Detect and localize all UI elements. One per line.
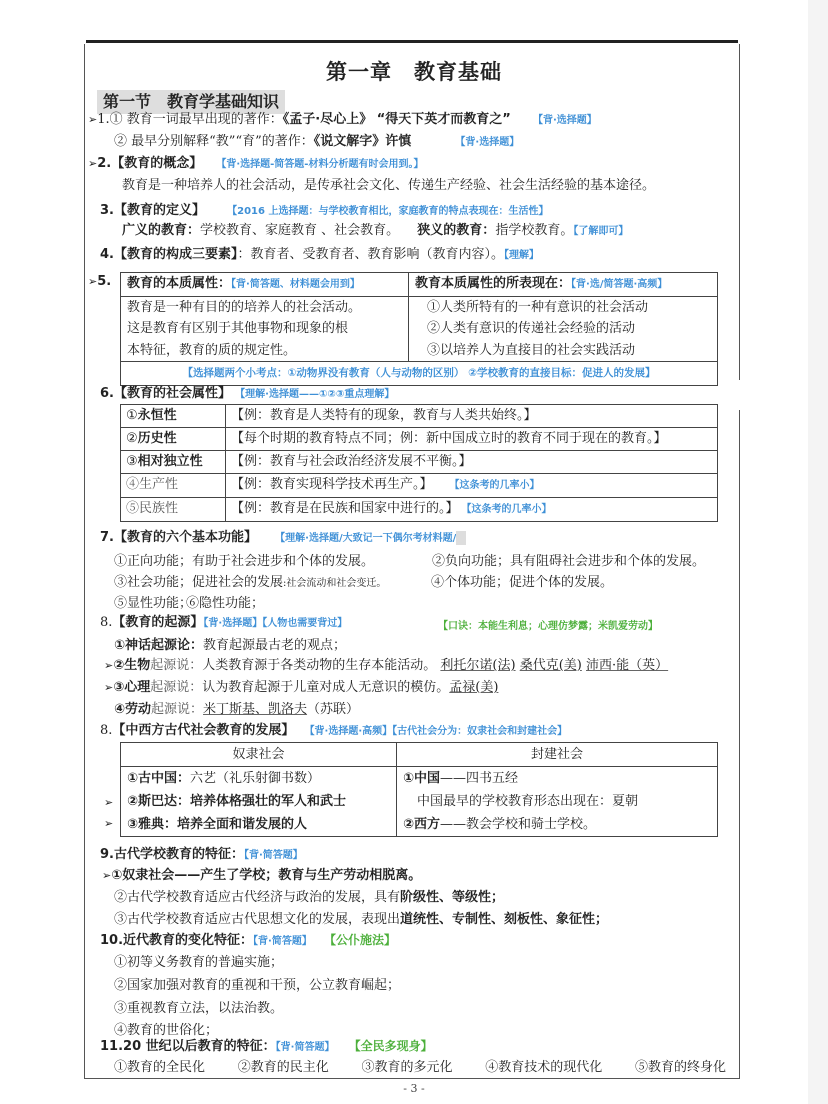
item-11-heading: 11.20 世纪以后教育的特征：【背·简答题】 【全民多现身】 (100, 1039, 433, 1054)
ancient-feature-2: ②古代学校教育适应古代经济与政治的发展，具有阶级性、等级性； (114, 890, 505, 905)
social-attributes-table (120, 404, 718, 522)
exam-tag: 【了解即可】 (573, 226, 629, 237)
section-title: 第一节 教育学基础知识 (97, 90, 285, 114)
origin-4: ④劳动起源说：米丁斯基、凯洛夫（苏联） (114, 702, 360, 717)
item-2-heading: ➢2.【教育的概念】 【背·选择题-简答题-材料分析题有时会用到。】 (88, 156, 424, 171)
mnemonic: 【全民多现身】 (348, 1039, 433, 1053)
origin-1: ①神话起源论：教育起源最古老的观点； (114, 638, 347, 653)
origin-3: ➢③心理起源说：认为教育起源于儿童对成人无意识的模仿。孟禄(美) (104, 680, 499, 695)
mnemonic: 【公仆施法】 (323, 933, 396, 947)
function-3: ③社会功能；促进社会的发展:社会流动和社会变迁。 (114, 575, 387, 590)
item-1b: ② 最早分别解释“教”“育”的著作：《说文解字》许慎 【背·选择题】 (114, 134, 520, 149)
table-row: ②历史性 【每个时期的教育特点不同；例：新中国成立时的教育不同于现在的教育。】 (121, 428, 718, 451)
exam-tag: 【理解·选择题/大致记一下偶尔考材料题/ (275, 533, 457, 544)
page-number: - 3 - (403, 1082, 425, 1095)
exam-tag: 【背·简答题】 (243, 850, 303, 861)
essence-manifestations: ①人类所特有的一种有意识的社会活动 ②人类有意识的传递社会经验的活动 ③以培养人为直接目的社会实践活动 (409, 296, 718, 362)
item-3-heading: 3.【教育的定义】 【2016 上选择题：与学校教育相比，家庭教育的特点表现在：生活性】 (100, 203, 549, 218)
ancient-feature-1: ➢①奴隶社会——产生了学校；教育与生产劳动相脱离。 (102, 868, 422, 883)
arrow-marker-icon: ➢ (104, 659, 114, 672)
image-fragment (456, 531, 466, 545)
item-3-body: 广义的教育：学校教育、家庭教育 、社会教育。 狭义的教育：指学校教育。【了解即可】 (122, 223, 629, 238)
exam-tag: 【背·选择题·高频】【古代社会分为：奴隶社会和封建社会】 (304, 726, 568, 737)
item-9-heading: 9.古代学校教育的特征：【背·简答题】 (100, 847, 303, 862)
function-5: ⑤显性功能； (114, 596, 193, 611)
table-row: ⑤民族性 【例：教育是在民族和国家中进行的。】 【这条考的几率小】 (121, 498, 718, 522)
chapter-title: 第一章 教育基础 (326, 60, 502, 84)
viewer-margin (808, 0, 828, 1104)
function-4: ④个体功能；促进个体的发展。 (431, 575, 614, 590)
mnemonic: 【口诀：本能生利息；心理仿梦露；米凯爱劳动】 (438, 621, 658, 632)
exam-tag: 【理解·选择题——①②③重点理解】 (235, 389, 395, 400)
arrow-marker-icon: ➢ (104, 681, 114, 694)
exam-tag: 【背·选择题-简答题-材料分析题有时会用到。】 (216, 159, 424, 170)
header-rule (86, 40, 738, 43)
arrow-marker-icon: ➢ (102, 869, 112, 882)
exam-tag: 【这条考的几率小】 (466, 504, 552, 515)
arrow-marker-icon: ➢ (88, 113, 98, 126)
exam-tag: 【背·选择题】 (455, 137, 520, 148)
item-1a: ➢1.① 教育一词最早出现的著作：《孟子·尽心上》 “得天下英才而教育之” 【背·选择题】 (88, 112, 597, 127)
essence-left-header: 教育的本质属性：【背·简答题、材料题会用到】 (121, 273, 409, 297)
arrow-marker-icon: ➢ (104, 796, 114, 809)
essence-table (120, 272, 718, 386)
arrow-marker-icon: ➢ (104, 817, 114, 830)
essence-footnote: 【选择题两个小考点：①动物界没有教育（人与动物的区别） ②学校教育的直接目标：促进人的发展】 (121, 362, 718, 386)
function-1: ①正向功能；有助于社会进步和个体的发展。 (114, 554, 375, 569)
origin-2: ➢②生物起源说：人类教育源于各类动物的生存本能活动。 利托尔诺(法) 桑代克(美) 沛西·能（英） (104, 658, 669, 673)
exam-tag: 【这条考的几率小】 (454, 480, 540, 491)
function-2: ②负向功能；具有阻碍社会进步和个体的发展。 (432, 554, 706, 569)
item-2-body: 教育是一种培养人的社会活动，是传承社会文化、传递生产经验、社会生活经验的基本途径。 (122, 178, 656, 193)
item-5-number: ➢5. (88, 274, 112, 289)
item-10-heading: 10.近代教育的变化特征：【背·简答题】 【公仆施法】 (100, 933, 396, 948)
modern-feature-4: ④教育的世俗化； (114, 1023, 219, 1038)
modern-feature-1: ①初等义务教育的普遍实施； (114, 955, 284, 970)
table-row: ④生产性 【例：教育实现科学技术再生产。】 【这条考的几率小】 (121, 474, 718, 498)
item-8-heading: 8.【教育的起源】【背·选择题】【人物也需要背过】 (100, 615, 348, 630)
exam-tag: 【背·简答题】 (275, 1042, 335, 1053)
slave-society-cell: ①古中国：六艺（礼乐射御书数） ②斯巴达：培养体格强壮的军人和武士 ③雅典：培养全面和谐发展的人 (121, 767, 397, 837)
arrow-marker-icon: ➢ (88, 275, 98, 288)
essence-right-header: 教育本质属性的所表现在：【背·选/简答题·高频】 (409, 273, 718, 297)
table-row: ①永恒性 【例：教育是人类特有的现象，教育与人类共始终。】 (121, 405, 718, 428)
exam-tag: 【背·选择题】【人物也需要背过】 (203, 618, 348, 629)
item-7-heading: 7.【教育的六个基本功能】 【理解·选择题/大致记一下偶尔考材料题/ (100, 528, 466, 549)
contemporary-features: ①教育的全民化 ②教育的民主化 ③教育的多元化 ④教育技术的现代化 ⑤教育的终身化 (114, 1060, 726, 1075)
frame-gap (738, 380, 740, 410)
exam-tag: 【背·选择题】 (533, 115, 597, 126)
item-6-heading: 6.【教育的社会属性】 【理解·选择题——①②③重点理解】 (100, 386, 395, 401)
feudal-society-cell: ①中国——四书五经 中国最早的学校教育形态出现在：夏朝 ②西方——教会学校和骑士学校。 (397, 767, 718, 837)
essence-definition: 教育是一种有目的的培养人的社会活动。 这是教育有区别于其他事物和现象的根 本特征，教育的质的规定性。 (121, 296, 409, 362)
table-row: ③相对独立性 【例：教育与社会政治经济发展不平衡。】 (121, 451, 718, 474)
modern-feature-3: ③重视教育立法，以法治教。 (114, 1001, 284, 1016)
item-8b-heading: 8.【中西方古代社会教育的发展】 【背·选择题·高频】【古代社会分为：奴隶社会和封建社会】 (100, 723, 568, 738)
item-4: 4.【教育的构成三要素】：教育者、受教育者、教育影响（教育内容）。【理解】 (100, 247, 540, 262)
ancient-education-table: 奴隶社会 封建社会 ①古中国：六艺（礼乐射御书数） ②斯巴达：培养体格强壮的军人和武士 ③雅典：培养全面和谐发展的人 ①中国——四书五经 中国最早的学校教育形态出现在：夏朝 ②西方——教会学校和骑士学校。 (120, 742, 718, 837)
arrow-marker-icon: ➢ (88, 157, 98, 170)
exam-tag: 【背·简答题、材料题会用到】 (231, 279, 360, 290)
ancient-feature-3: ③古代学校教育适应古代思想文化的发展，表现出道统性、专制性、刻板性、象征性； (114, 912, 609, 927)
exam-tag: 【2016 上选择题：与学校教育相比，家庭教育的特点表现在：生活性】 (227, 206, 549, 217)
modern-feature-2: ②国家加强对教育的重视和干预，公立教育崛起； (114, 978, 401, 993)
exam-tag: 【理解】 (504, 250, 540, 261)
function-6: ⑥隐性功能； (186, 596, 265, 611)
exam-tag: 【背·选/简答题·高频】 (571, 279, 668, 290)
exam-tag: 【背·简答题】 (253, 936, 312, 947)
